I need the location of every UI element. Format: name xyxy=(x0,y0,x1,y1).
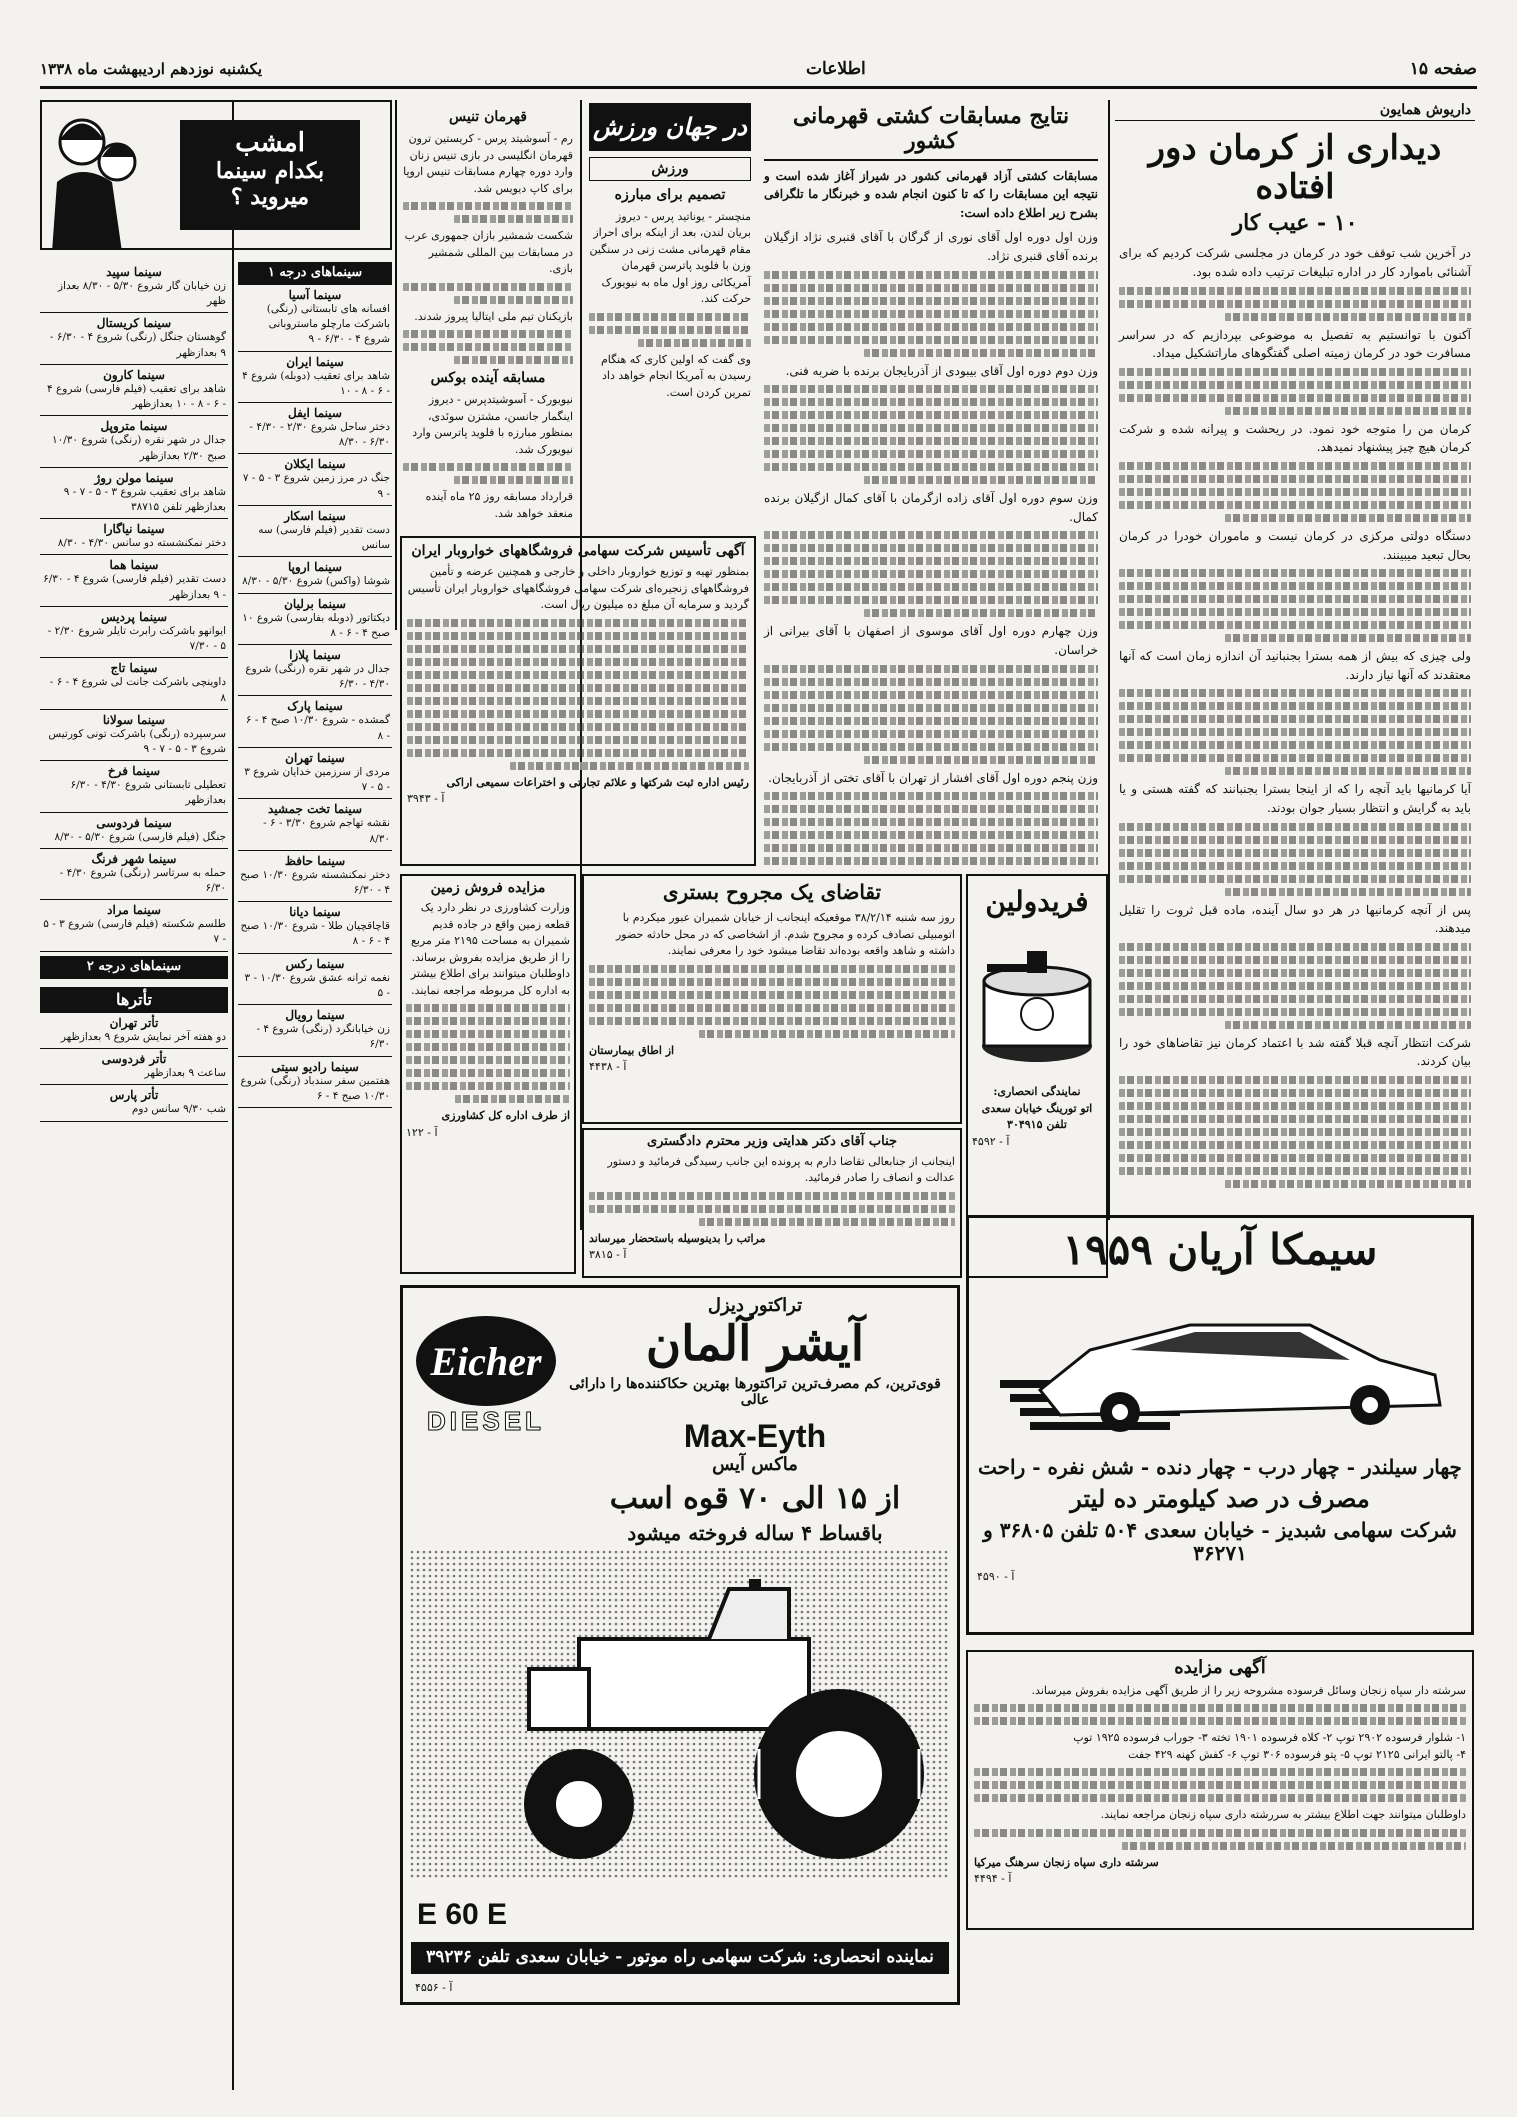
cinema-showtimes: جنگ در مرز زمین شروع ۳ - ۵ - ۷ - ۹ xyxy=(242,472,390,500)
cinema-name: سینما فردوسی xyxy=(96,815,172,830)
list-item xyxy=(40,813,228,849)
issue-date: یکشنبه نوزدهم اردیبهشت ماه ۱۳۳۸ xyxy=(40,60,263,78)
byline: داریوش همایون xyxy=(1115,100,1475,121)
promo-line2: بکدام سینما xyxy=(215,158,325,184)
cinema-showtimes: شاهد برای تعقیب شروع ۳ - ۵ - ۷ - ۹ بعدازظهر تلفن ۳۸۷۱۵ xyxy=(63,485,226,513)
list-item xyxy=(238,851,392,902)
tractor-image xyxy=(409,1549,949,1879)
promo-line1: امشب xyxy=(235,128,305,158)
cinema-name: سینما رادیو سیتی xyxy=(271,1059,359,1074)
simca-ad xyxy=(966,1215,1474,1635)
boxing-section-title: مسابقه آینده بوکس xyxy=(430,370,546,386)
article-paragraph: وی گفت که اولین کاری که هنگام رسیدن به آمریکا انجام خواهد داد تمرین کردن است. xyxy=(600,352,751,399)
list-item xyxy=(40,313,228,364)
stores-notice xyxy=(400,536,756,866)
land-auction-title: مزایده فروش زمین xyxy=(430,880,546,896)
cinema-showtimes: دست تقدیر (فیلم فارسی) سه سانس xyxy=(258,523,390,552)
main-subhead: ۱۰ - عیب کار xyxy=(1232,210,1358,237)
stores-notice-title: آگهی تأسیس شرکت سهامی فروشگاههای خواروبار ایران xyxy=(411,543,745,559)
article-paragraph: ۱- شلوار فرسوده ۲۹۰۲ توپ ۲- کلاه فرسوده ۱۹۰۱ تخته ۳- جوراب فرسوده ۱۹۲۵ توپ xyxy=(1073,1731,1466,1745)
page-number: صفحه ۱۵ xyxy=(1409,59,1477,79)
article-paragraph: وزن پنجم دوره اول آقای افشار از تهران با آقای تختی از آذربایجان. xyxy=(768,770,1098,785)
eicher-logo: Eicher xyxy=(416,1316,556,1406)
eicher-model-tag: E 60 E xyxy=(417,1898,508,1931)
cinema-showtimes: شوشا (واکس) شروع ۵/۳۰ - ۸/۳۰ xyxy=(242,575,390,588)
cinema-name: سینما پردیس xyxy=(100,609,167,624)
ad-code: آ - ۴۵۹۲ xyxy=(972,1134,1010,1148)
list-item xyxy=(238,506,392,557)
ad-code: آ - ۴۵۵۶ xyxy=(415,1980,453,1994)
cinema-name: سینما ایران xyxy=(286,354,344,369)
cinema-name: سینما متروپل xyxy=(100,419,168,434)
cinema-promo xyxy=(40,100,392,250)
list-item xyxy=(40,1085,228,1121)
cinema-name: سینما ایفل xyxy=(288,406,342,421)
cinema-list xyxy=(40,262,228,952)
sports-logo: در جهان ورزش xyxy=(589,103,751,151)
simca-line2: مصرف در صد کیلومتر ده لیتر xyxy=(1070,1484,1370,1514)
cinema-name: سینما کریستال xyxy=(96,316,172,331)
wrestling-headline: نتایج مسابقات کشتی قهرمانی کشور xyxy=(764,104,1098,161)
eicher-model-name: Max-Eyth xyxy=(683,1418,827,1455)
land-auction-text: وزارت کشاورزی در نظر دارد یک قطعه زمین واقع در جاده قدیم شمیران به مساحت ۲۱۹۵ متر مربع را از طریق مزایده بفروش برساند. داوطلبان میتوانند برای اطلاع بیشتر به اداره کل مربوطه مراجعه نمایند. xyxy=(410,901,570,997)
ad-code: آ - ۳۸۱۵ xyxy=(589,1248,627,1262)
cinema-showtimes: مردی از سرزمین خدایان شروع ۳ - ۵ - ۷ xyxy=(244,765,390,794)
ad-code: آ - ۴۵۹۰ xyxy=(977,1569,1015,1583)
letter-text: اینجانب از جنابعالی تقاضا دارم به پرونده این جانب رسیدگی فرمائید و دستور عدالت و انصاف را صادر فرمائید. xyxy=(607,1154,955,1185)
sports-sub-logo: ورزش xyxy=(589,157,751,181)
list-item xyxy=(238,902,392,953)
cinema-name: سینما مراد xyxy=(107,903,161,918)
eicher-model-fa: ماکس آیس xyxy=(712,1453,798,1475)
eicher-diesel: DIESEL xyxy=(427,1406,545,1436)
simca-line3: شرکت سهامی شبدیز - خیابان سعدی ۵۰۴ تلفن ۳۶۸۰۵ و ۳۶۲۷۱ xyxy=(983,1517,1457,1565)
injured-request-text: روز سه شنبه ۳۸/۲/۱۴ موقعیکه اینجانب از خیابان شمیران عبور میکردم با اتومبیلی تصادف کرده و مجروح شدم. از اشخاصی که در محل حادثه حضور داشته و شاهد واقعه بوده‌اند تقاضا میشود خود را معرفی نمایند. xyxy=(615,911,955,957)
cinema-name: سینما رویال xyxy=(285,1008,345,1023)
list-item xyxy=(238,1005,392,1056)
cinema-showtimes: زن خیابانگرد (رنگی) شروع ۴ - ۶/۳۰ xyxy=(256,1023,390,1051)
article-paragraph: نیویورک - آسوشیتدپرس - دیروز اینگمار جانسن، مشتزن سوئدی، بمنظور مبارزه با فلوید پاترسن وارد نیویورک شد. xyxy=(412,393,573,456)
promo-line3: میروید ؟ xyxy=(230,184,310,210)
cinema-name: سینما تاج xyxy=(110,661,158,676)
list-item xyxy=(238,696,392,747)
article-paragraph: منچستر - یوناتید پرس - دیروز بریان لندن، بعد از اینکه برای احراز مقام قهرمانی مشت زنی در سنگین وزن با فلوید پاترسن قهرمان آمریکائی روز اول ماه به نیویورک حرکت کند. xyxy=(589,209,751,306)
cinema-showtimes: افسانه های تابستانی (رنگی) باشرکت مارچلو ماستروبانی شروع ۴ - ۶/۳۰ - ۹ xyxy=(266,302,390,346)
cinema-name: سینما شهر فرنگ xyxy=(91,851,177,866)
cinema-showtimes: داوینچی باشرکت جانت لی شروع ۴ - ۶ - ۸ xyxy=(49,676,226,704)
cinema-name: سینما تخت جمشید xyxy=(267,802,363,817)
wrestling-article xyxy=(760,100,1102,870)
cinema-name: سینما آسیا xyxy=(288,287,342,302)
tennis-body xyxy=(403,131,573,364)
list-item xyxy=(238,285,392,352)
tennis-title: قهرمان تنیس xyxy=(449,109,527,125)
list-item xyxy=(238,1057,392,1108)
pressure-cooker-image xyxy=(972,926,1102,1076)
cinema-showtimes: طلسم شکسته (فیلم فارسی) شروع ۳ - ۵ - ۷ xyxy=(43,918,226,946)
auction-notice-body xyxy=(974,1683,1466,1850)
cinema-name: سینما اروپا xyxy=(288,560,342,575)
list-item xyxy=(238,799,392,850)
article-paragraph: داوطلبان میتوانند جهت اطلاع بیشتر به سررشته داری سپاه زنجان مراجعه نمایند. xyxy=(1100,1808,1466,1822)
cinema-showtimes: دختر نمکنشسته شروع ۱۰/۳۰ صبح ۴ - ۶/۳۰ xyxy=(240,868,390,896)
cinema-showtimes: گوهستان جنگل (رنگی) شروع ۴ - ۶/۳۰ - ۹ بعدازظهر xyxy=(49,331,226,359)
promo-text-box xyxy=(180,120,360,230)
eicher-tagline: قوی‌ترین، کم مصرف‌ترین تراکتورها بهترین حکاکننده‌ها را دارائی عالی xyxy=(569,1375,941,1408)
letter-title: جناب آقای دکتر هدایتی وزیر محترم دادگستری xyxy=(646,1134,898,1149)
letter-signature: مراتب را بدینوسیله باستحضار میرساند xyxy=(589,1231,766,1245)
list-item xyxy=(40,555,228,606)
cinema-showtimes: سرسپرده (رنگی) باشرکت تونی کورتیس شروع ۳ - ۵ - ۷ - ۹ xyxy=(48,727,226,755)
list-item xyxy=(238,352,392,403)
wrestling-intro: مسابقات کشتی آزاد قهرمانی کشور در شیراز آغاز شده است و نتیجه این مسابقات را که تا کنون انجام شده و خبرنگار ما تلگرافی بشرح زیر اطلاع داده است: xyxy=(764,168,1098,220)
article-paragraph: در آخرین شب توقف خود در کرمان در مجلسی شرکت کردیم که برای آشنائی باموارد کار در اداره تبلیغات ترتیب داده شده بود. xyxy=(1119,246,1471,280)
list-item xyxy=(238,954,392,1005)
cinema-name: سینما هما xyxy=(109,558,159,573)
list-item xyxy=(238,594,392,645)
cinema-showtimes: جدال در شهر نقره (رنگی) شروع ۱۰/۳۰ صبح ۲/۳۰ بعدازظهر xyxy=(51,434,226,462)
stores-notice-text: بمنظور تهیه و توزیع خواروبار داخلی و خارجی و همچنین عرضه و تأمین فروشگاههای زنجیره‌ای شرکت سهامی فروشگاههای خواروبار ایران تأسیس گردید و سرمایه آن مبلغ ده میلیون ریال است. xyxy=(407,565,749,612)
land-auction-signature: از طرف اداره کل کشاورزی xyxy=(441,1109,570,1123)
fridolin-brand: فریدولین xyxy=(985,885,1089,918)
article-paragraph: آکنون با توانستیم به تفصیل به موضوعی بپردازیم که در سراسر مسافرت خود در کرمان زمینه اصلی گفتگوهای ماراتشکیل میداد. xyxy=(1119,327,1471,361)
list-item xyxy=(40,365,228,416)
injured-request-title: تقاضای یک مجروح بستری xyxy=(662,880,882,904)
ad-code: آ - ۱۲۲ xyxy=(406,1125,438,1139)
article-paragraph: کرمان من را متوجه خود نمود. در ریحشت و پیرانه شده و شرکت کرمان هیچ چیز پیشنهاد نمیدهد. xyxy=(1119,421,1471,455)
cinema-name: سینما حافظ xyxy=(284,853,346,868)
cinema-showtimes: نقشه تهاجم شروع ۳/۳۰ - ۶ - ۸/۳۰ xyxy=(263,817,390,845)
article-paragraph: آیا کرمانیها باید آنچه را که از اینجا بسترا بجنبانند که گفته هستی و یا باید به گرایش و انتظار بسیار جوان بودند. xyxy=(1119,782,1471,816)
eicher-ad xyxy=(400,1285,960,2005)
list-item xyxy=(40,900,228,951)
cinema-showtimes: جنگل (فیلم فارسی) شروع ۵/۳۰ - ۸/۳۰ xyxy=(54,830,226,843)
article-paragraph: شکست شمشیر بازان جمهوری عرب در مسابقات بین المللی شمشیر بازی. xyxy=(404,229,573,275)
sports-body xyxy=(589,209,751,402)
eicher-dealer: نماینده انحصاری: شرکت سهامی راه موتور - خیابان سعدی تلفن ۳۹۲۳۶ xyxy=(411,1942,949,1974)
list-item xyxy=(40,761,228,812)
sports-column xyxy=(586,100,754,530)
sports-section-title: تصمیم برای مبارزه xyxy=(614,186,726,203)
column-rule xyxy=(232,100,234,2090)
cinema-showtimes: دست تقدیر (فیلم فارسی) شروع ۴ - ۶/۳۰ - ۹ بعدازظهر xyxy=(43,573,226,601)
eicher-installments: باقساط ۴ ساله فروخته میشود xyxy=(627,1521,883,1546)
list-item xyxy=(40,416,228,467)
list-item xyxy=(40,607,228,658)
article-paragraph: وزن سوم دوره اول آقای زاده ازگرمان با آقای کمال ازگیلان برنده کمال. xyxy=(764,491,1098,524)
cinema-showtimes: جدال در شهر نقره (رنگی) شروع ۴/۳۰ - ۶/۳۰ xyxy=(245,663,390,691)
auction-notice xyxy=(966,1650,1474,1930)
promo-illustration xyxy=(42,102,142,250)
cinema-showtimes: هفتمین سفر سندباد (رنگی) شروع ۱۰/۳۰ صبح ۴ - ۶ xyxy=(240,1074,390,1102)
eicher-headline: آیشر آلمان xyxy=(645,1315,865,1372)
ranked-cinemas-title-2: سینماهای درجه ۲ xyxy=(40,956,228,979)
list-item xyxy=(40,1049,228,1085)
simca-headline: سیمکا آریان ۱۹۵۹ xyxy=(1062,1225,1378,1274)
cinema-name: تأتر پارس xyxy=(109,1088,159,1103)
fridolin-address: اتو تورینگ خیابان سعدی تلفن ۳۰۴۹۱۵ xyxy=(981,1101,1093,1132)
article-paragraph: وزن اول دوره اول آقای نوری از گرگان با آقای قنبری نژاد ازگیلان برنده آقای قنبری نژاد. xyxy=(764,230,1098,263)
land-auction-notice xyxy=(400,874,576,1274)
list-item xyxy=(40,1013,228,1049)
cinema-showtimes: قاچاقچیان طلا - شروع ۱۰/۳۰ صبح ۴ - ۶ - ۸ xyxy=(240,920,390,948)
article-paragraph: شرکت انتظار آنچه قبلا گفته شد با اعتماد کرمان نیز تقاضاهای خود را بیان کردند. xyxy=(1119,1035,1471,1069)
cinema-name: سینما مولن روژ xyxy=(94,470,174,485)
cinema-showtimes: ساعت ۹ بعدازظهر xyxy=(144,1067,226,1080)
cinema-name: سینما دیانا xyxy=(289,905,341,920)
cinema-showtimes: گمشده - شروع ۱۰/۳۰ صبح ۴ - ۶ - ۸ xyxy=(245,714,390,742)
cinema-name: سینما ایکلان xyxy=(284,457,346,472)
cinema-showtimes: حمله به سرتاسر (رنگی) شروع ۴/۳۰ - ۶/۳۰ xyxy=(59,866,226,895)
cinema-name: سینما برلیان xyxy=(284,596,346,611)
injured-request-signature: از اطاق بیمارستان xyxy=(589,1043,675,1057)
list-item xyxy=(40,262,228,313)
list-item xyxy=(40,849,228,900)
list-item xyxy=(238,645,392,696)
cinema-showtimes: دختر نمکنشسته دو سانس ۴/۳۰ - ۸/۳۰ xyxy=(57,537,226,550)
article-paragraph: دستگاه دولتی مرکزی در کرمان نیست و ماموران خودرا در کرمان بحال تبعید میبینند. xyxy=(1119,529,1471,562)
cinema-listings-right xyxy=(238,262,392,2012)
list-item xyxy=(238,403,392,454)
ad-code: آ - ۴۴۳۸ xyxy=(589,1060,627,1073)
cinema-name: سینما کارون xyxy=(103,367,165,382)
simca-car-image xyxy=(980,1280,1460,1450)
article-paragraph: رم - آسوشیتد پرس - کریستین ترون قهرمان انگلیسی در بازی تنیس زنان وارد دوره چهارم مسابقات تنیس اروپا برای کاپ دیویس شد. xyxy=(403,132,573,195)
cinema-name: سینما پارک xyxy=(287,699,343,714)
list-item xyxy=(40,519,228,555)
list-item xyxy=(238,557,392,593)
list-item xyxy=(238,454,392,505)
article-paragraph: ولی چیزی که بیش از همه بسترا بجنبانید آن اندازه زمان است که آنها معتقدند که آنها نیاز دارند. xyxy=(1119,649,1471,682)
cinema-name: سینما پلازا xyxy=(289,648,341,662)
ranked-cinemas-title: سینماهای درجه ۱ xyxy=(238,262,392,285)
ad-code: آ - ۳۹۴۳ xyxy=(407,792,445,806)
cinema-list xyxy=(238,285,392,1108)
cinema-showtimes: دو هفته آخر نمایش شروع ۹ بعدازظهر xyxy=(60,1031,226,1044)
cinema-listings-left xyxy=(40,262,228,2012)
article-paragraph: قرارداد مسابقه روز ۲۵ ماه آینده منعقد خواهد شد. xyxy=(425,490,573,520)
article-paragraph: وزن دوم دوره اول آقای بیبودی از آذربایجان برنده با ضربه فنی. xyxy=(785,363,1098,378)
cinema-showtimes: زن خیابان گار شروع ۵/۳۰ - ۸/۳۰ بعداز ظهر xyxy=(57,280,226,308)
cinema-name: سینما سپید xyxy=(106,265,162,279)
cinema-showtimes: شاهد برای تعقیب (دوبله) شروع ۴ - ۶ - ۸ - ۱۰ xyxy=(242,369,390,397)
cinema-showtimes: دیکتاتور (دوبله بفارسی) شروع ۱۰ صبح ۴ - ۶ - ۸ xyxy=(242,611,390,639)
stores-notice-signature: رئیس اداره ثبت شرکتها و علائم تجارتی و اختراعات سمیعی اراکی xyxy=(446,775,749,789)
list-item xyxy=(40,710,228,761)
cinema-showtimes: شب ۹/۳۰ سانس دوم xyxy=(131,1103,226,1116)
list-item xyxy=(40,468,228,519)
wrestling-body xyxy=(764,228,1098,870)
column-rule xyxy=(1108,100,1110,1220)
fridolin-caption: نمایندگی انحصاری: xyxy=(993,1085,1081,1099)
list-item xyxy=(40,658,228,709)
injured-request-notice xyxy=(582,874,962,1124)
article-paragraph: وزن چهارم دوره اول آقای موسوی از اصفهان با آقای بیرانی از خراسان. xyxy=(764,624,1098,657)
boxing-body xyxy=(403,392,573,522)
cinema-name: سینما فرخ xyxy=(107,764,161,779)
eicher-small-title: تراکتور دیزل xyxy=(707,1295,803,1316)
page-header xyxy=(40,52,1477,89)
main-article-body xyxy=(1115,244,1475,1188)
theaters-title: تأترها xyxy=(40,987,228,1013)
eicher-power: از ۱۵ الی ۷۰ قوه اسب xyxy=(609,1480,901,1516)
main-article xyxy=(1115,100,1475,1210)
paper-name: اطلاعات xyxy=(806,59,866,79)
cinema-showtimes: نغمه ترانه عشق شروع ۱۰/۳۰ - ۳ - ۵ xyxy=(244,971,390,999)
main-headline: دیداری از کرمان دور افتاده xyxy=(1148,128,1442,208)
article-paragraph: بازیکنان تیم ملی ایتالیا پیروز شدند. xyxy=(414,309,573,323)
cinema-name: سینما نیاگارا xyxy=(103,522,165,537)
list-item xyxy=(238,748,392,799)
article-paragraph: ۴- پالتو ایرانی ۲۱۲۵ توپ ۵- پتو فرسوده ۳۰۶ توپ ۶- کفش کهنه ۴۲۹ جفت xyxy=(1128,1747,1466,1761)
article-paragraph: سرشته دار سپاه زنجان وسائل فرسوده مشروحه زیر را از طریق آگهی مزایده بفروش میرساند. xyxy=(1031,1683,1466,1697)
article-paragraph: پس از آنچه کرمانیها در هر دو سال آینده، ماده قبل ثروت را تقلیل میدهند. xyxy=(1119,902,1471,936)
cinema-showtimes: شاهد برای تعقیب (فیلم فارسی) شروع ۴ - ۶ - ۸ - ۱۰ بعدازظهر xyxy=(47,382,226,411)
theater-list xyxy=(40,1013,228,1122)
auction-notice-title: آگهی مزایده xyxy=(1174,1657,1266,1678)
ad-code: آ - ۴۴۹۴ xyxy=(974,1872,1012,1886)
cinema-showtimes: دختر ساحل شروع ۲/۳۰ - ۴/۳۰ - ۶/۳۰ - ۸/۳۰ xyxy=(249,421,390,449)
cinema-name: سینما تهران xyxy=(285,750,345,765)
tennis-column xyxy=(400,100,576,530)
cinema-showtimes: تعطیلی تابستانی شروع ۴/۳۰ - ۶/۳۰ بعدازظهر xyxy=(70,779,226,807)
cinema-showtimes: ایوانهو باشرکت رابرت تایلر شروع ۲/۳۰ - ۵ - ۷/۳۰ xyxy=(47,624,226,653)
cinema-name: سینما سولانا xyxy=(102,712,166,727)
simca-line1: چهار سیلندر - چهار درب - چهار دنده - شش نفره - راحت xyxy=(978,1455,1462,1480)
cinema-name: تأتر فردوسی xyxy=(101,1052,167,1067)
cinema-name: سینما رکس xyxy=(285,956,345,971)
column-rule xyxy=(395,100,397,630)
letter-notice xyxy=(582,1128,962,1278)
cinema-name: سینما اسکار xyxy=(284,508,346,523)
cinema-name: تأتر تهران xyxy=(109,1016,159,1031)
auction-notice-signature: سرشته داری سپاه زنجان سرهنگ میرکیا xyxy=(974,1855,1159,1869)
